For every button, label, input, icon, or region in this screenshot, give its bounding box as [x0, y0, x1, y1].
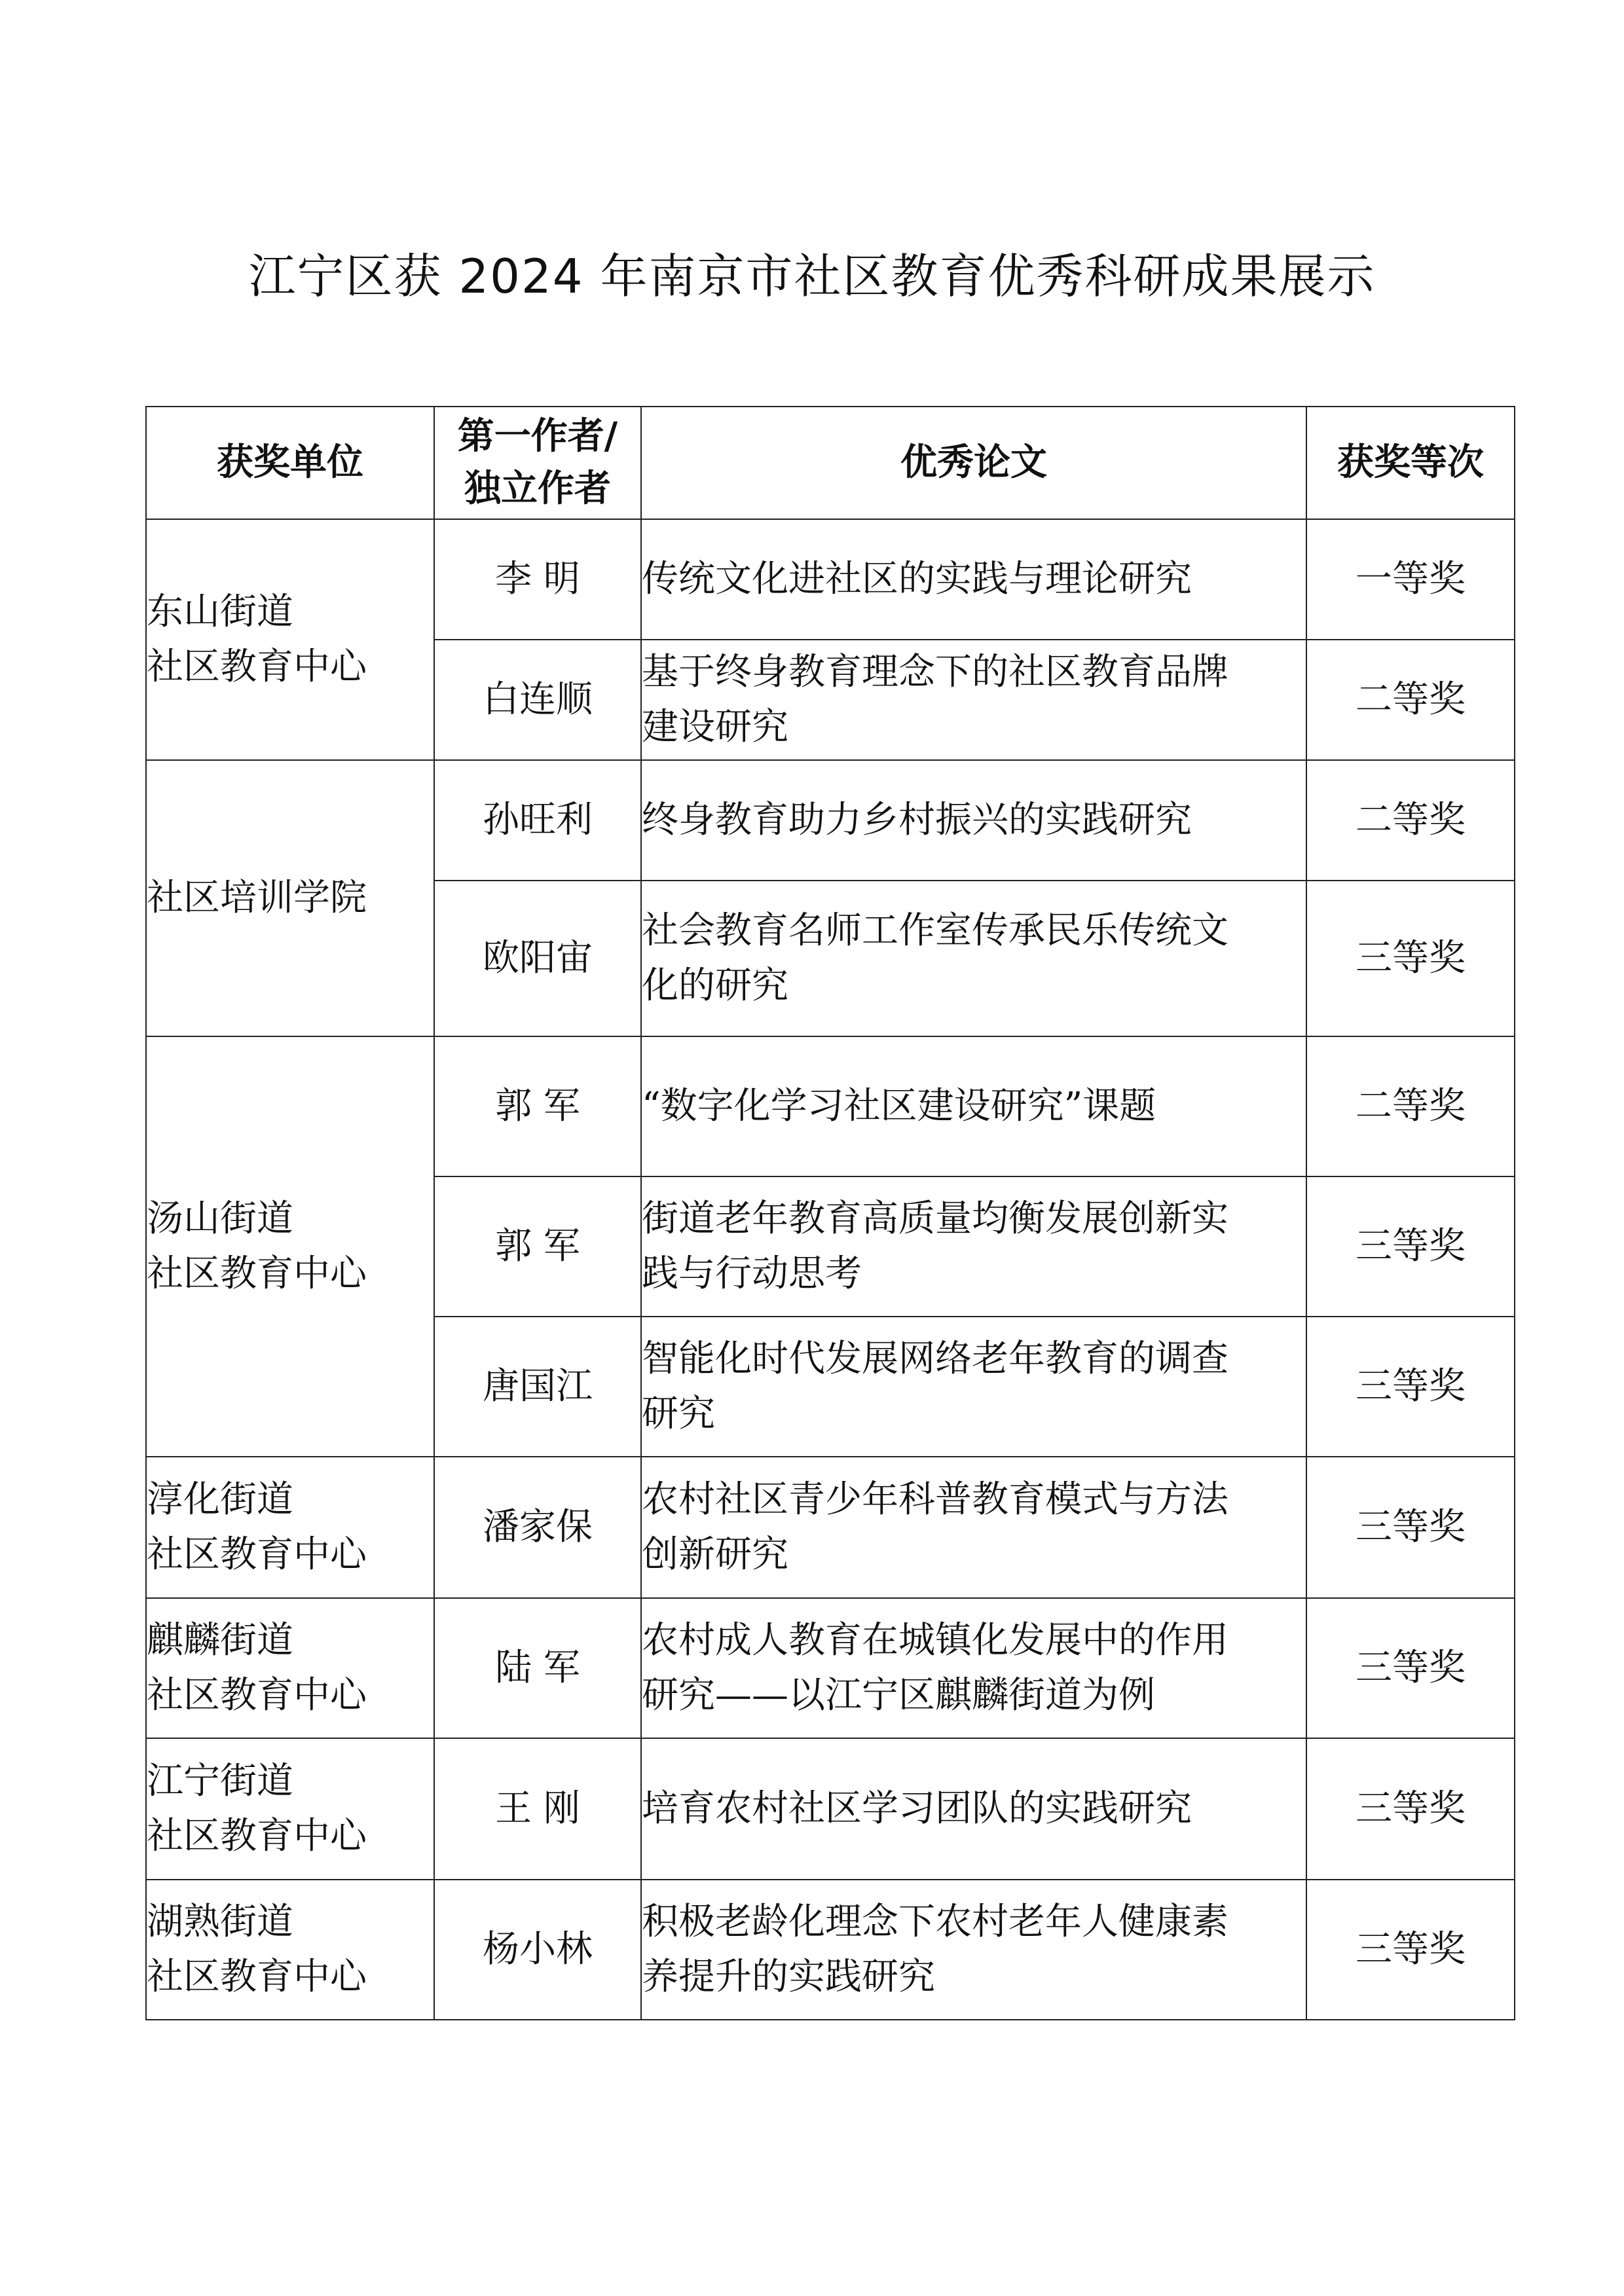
- author-cell: 潘家保: [434, 1457, 641, 1598]
- unit-line1: 汤山街道: [147, 1197, 293, 1240]
- unit-line1: 江宁街道: [147, 1760, 293, 1802]
- author-cell: 孙旺利: [434, 760, 641, 881]
- paper-line2: 研究: [642, 1393, 715, 1435]
- paper-line1: 社会教育名师工作室传承民乐传统文: [642, 909, 1228, 952]
- table-row: [146, 1036, 1515, 1176]
- paper-line1: 基于终身教育理念下的社区教育品牌: [642, 651, 1228, 693]
- author-cell: 李 明: [434, 519, 641, 640]
- header-author: [434, 407, 641, 519]
- paper-cell: [641, 1880, 1306, 2020]
- author-cell: 欧阳宙: [434, 881, 641, 1036]
- paper-cell: [641, 1176, 1306, 1317]
- paper-cell: [641, 760, 1306, 881]
- paper-cell: [641, 1036, 1306, 1176]
- unit-cell: [146, 1880, 434, 2020]
- header-author-line2: 独立作者: [464, 467, 611, 510]
- author-cell: 杨小林: [434, 1880, 641, 2020]
- unit-line2: 社区教育中心: [147, 1252, 367, 1295]
- unit-cell: [146, 1738, 434, 1880]
- paper-line1: 农村成人教育在城镇化发展中的作用: [642, 1619, 1228, 1662]
- paper-line1: “数字化学习社区建设研究”课题: [642, 1085, 1156, 1127]
- paper-line1: 农村社区青少年科普教育模式与方法: [642, 1478, 1228, 1521]
- paper-cell: [641, 881, 1306, 1036]
- header-unit: 获奖单位: [146, 407, 434, 519]
- grade-cell: 二等奖: [1306, 640, 1515, 760]
- header-row: [146, 407, 1515, 519]
- paper-cell: [641, 1317, 1306, 1457]
- grade-cell: 二等奖: [1306, 760, 1515, 881]
- unit-line1: 淳化街道: [147, 1478, 293, 1521]
- author-cell: 白连顺: [434, 640, 641, 760]
- header-grade: 获奖等次: [1306, 407, 1515, 519]
- paper-line1: 培育农村社区学习团队的实践研究: [642, 1787, 1192, 1830]
- header-author-line1: 第一作者/: [457, 415, 618, 458]
- paper-line2: 研究——以江宁区麒麟街道为例: [642, 1674, 1155, 1717]
- author-cell: 王 刚: [434, 1738, 641, 1880]
- paper-cell: [641, 1598, 1306, 1738]
- unit-cell: [146, 519, 434, 760]
- unit-cell: [146, 1457, 434, 1598]
- paper-line2: 创新研究: [642, 1533, 788, 1576]
- paper-cell: [641, 519, 1306, 640]
- table-body: [146, 519, 1515, 2020]
- unit-cell: [146, 1036, 434, 1457]
- unit-line1: 湖熟街道: [147, 1901, 293, 1943]
- paper-line2: 践与行动思考: [642, 1252, 862, 1295]
- unit-cell: [146, 1598, 434, 1738]
- unit-line1: 麒麟街道: [147, 1619, 293, 1662]
- grade-cell: 一等奖: [1306, 519, 1515, 640]
- paper-cell: [641, 1457, 1306, 1598]
- unit-line2: 社区教育中心: [147, 646, 367, 688]
- unit-line1: 社区培训学院: [147, 877, 367, 919]
- unit-line1: 东山街道: [147, 591, 293, 633]
- grade-cell: 二等奖: [1306, 1036, 1515, 1176]
- paper-line2: 养提升的实践研究: [642, 1956, 935, 1998]
- grade-cell: 三等奖: [1306, 1598, 1515, 1738]
- paper-cell: [641, 640, 1306, 760]
- table-row: [146, 760, 1515, 881]
- table-row: [146, 1457, 1515, 1598]
- paper-line1: 终身教育助力乡村振兴的实践研究: [642, 799, 1192, 841]
- page-title: 江宁区获 2024 年南京市社区教育优秀科研成果展示: [248, 249, 1376, 304]
- table-row: [146, 1598, 1515, 1738]
- author-cell: 郭 军: [434, 1176, 641, 1317]
- grade-cell: 三等奖: [1306, 1457, 1515, 1598]
- paper-line1: 智能化时代发展网络老年教育的调查: [642, 1338, 1228, 1380]
- unit-cell: [146, 760, 434, 1036]
- paper-line1: 街道老年教育高质量均衡发展创新实: [642, 1197, 1228, 1240]
- grade-cell: 三等奖: [1306, 1176, 1515, 1317]
- grade-cell: 三等奖: [1306, 1738, 1515, 1880]
- author-cell: 唐国江: [434, 1317, 641, 1457]
- grade-cell: 三等奖: [1306, 1317, 1515, 1457]
- table-row: [146, 1880, 1515, 2020]
- paper-line1: 积极老龄化理念下农村老年人健康素: [642, 1901, 1228, 1943]
- grade-cell: 三等奖: [1306, 1880, 1515, 2020]
- unit-line2: 社区教育中心: [147, 1815, 367, 1857]
- paper-line1: 传统文化进社区的实践与理论研究: [642, 558, 1192, 600]
- unit-line2: 社区教育中心: [147, 1956, 367, 1998]
- paper-line2: 化的研究: [642, 964, 788, 1007]
- paper-cell: [641, 1738, 1306, 1880]
- unit-line2: 社区教育中心: [147, 1674, 367, 1717]
- awards-table: [145, 406, 1515, 2020]
- table-row: [146, 1738, 1515, 1880]
- header-paper: 优秀论文: [641, 407, 1306, 519]
- author-cell: 陆 军: [434, 1598, 641, 1738]
- table-row: [146, 519, 1515, 640]
- paper-line2: 建设研究: [642, 706, 788, 748]
- unit-line2: 社区教育中心: [147, 1533, 367, 1576]
- author-cell: 郭 军: [434, 1036, 641, 1176]
- grade-cell: 三等奖: [1306, 881, 1515, 1036]
